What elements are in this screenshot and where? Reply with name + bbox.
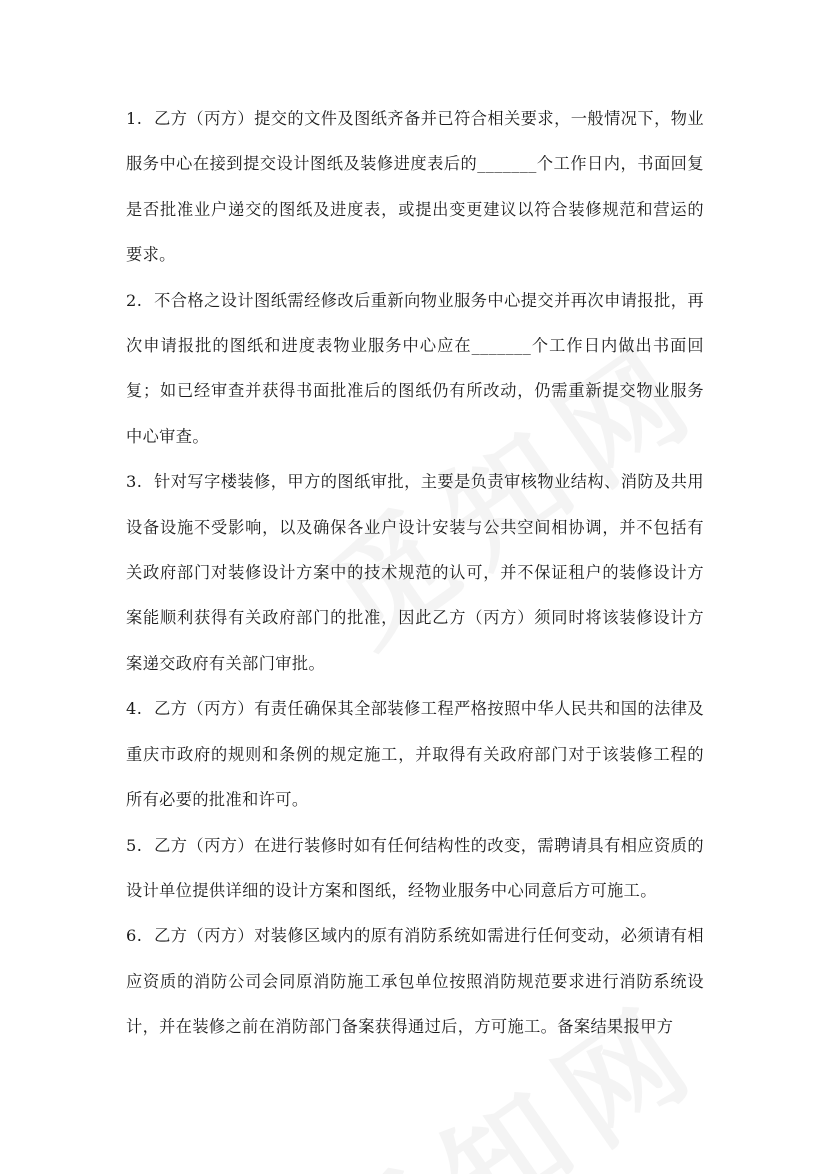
clause-5	[126, 823, 704, 914]
clause-text: 乙方（丙方）对装修区域内的原有消防系统如需进行任何变动，必须请有相应资质的消防公司会同原消防施工承包单位按照消防规范要求进行消防系统设计，并在装修之前在消防部门备案获得通过后，方可施工。备案结果报甲方	[126, 926, 704, 1037]
clause-number: 5.	[126, 835, 143, 855]
clause-text: 乙方（丙方）有责任确保其全部装修工程严格按照中华人民共和国的法律及重庆市政府的规则和条例的规定施工，并取得有关政府部门对于该装修工程的所有必要的批准和许可。	[126, 699, 704, 810]
clause-number: 1.	[126, 109, 143, 128]
clause-6	[126, 913, 704, 1049]
clause-text: 乙方（丙方）提交的文件及图纸齐备并已符合相关要求，一般情况下，物业服务中心在接到提交设计图纸及装修进度表后的_______个工作日内，书面回复是否批准业户递交的图纸及进度表，或提出变更建议以符合装修规范和营运的要求。	[126, 109, 704, 265]
clause-text: 不合格之设计图纸需经修改后重新向物业服务中心提交并再次申请报批，再次申请报批的图纸和进度表物业服务中心应在_______个工作日内做出书面回复；如已经审查并获得书面批准后的图纸仍有所改动，仍需重新提交物业服务中心审查。	[126, 290, 704, 446]
clause-3	[126, 459, 704, 686]
document-body	[126, 96, 704, 1050]
clause-number: 4.	[126, 699, 143, 719]
clause-2	[126, 278, 704, 460]
clause-text: 针对写字楼装修，甲方的图纸审批，主要是负责审核物业结构、消防及共用设备设施不受影响，以及确保各业户设计安装与公共空间相协调，并不包括有关政府部门对装修设计方案中的技术规范的认可，并不保证租户的装修设计方案能顺利获得有关政府部门的批准，因此乙方（丙方）须同时将该装修设计方案递交政府有关部门审批。	[126, 472, 704, 673]
clause-number: 2.	[126, 290, 143, 310]
clause-1	[126, 96, 704, 278]
clause-number: 3.	[126, 472, 143, 492]
clause-text: 乙方（丙方）在进行装修时如有任何结构性的改变，需聘请具有相应资质的设计单位提供详细的设计方案和图纸，经物业服务中心同意后方可施工。	[126, 835, 704, 900]
clause-number: 6.	[126, 926, 143, 946]
clause-4	[126, 686, 704, 822]
